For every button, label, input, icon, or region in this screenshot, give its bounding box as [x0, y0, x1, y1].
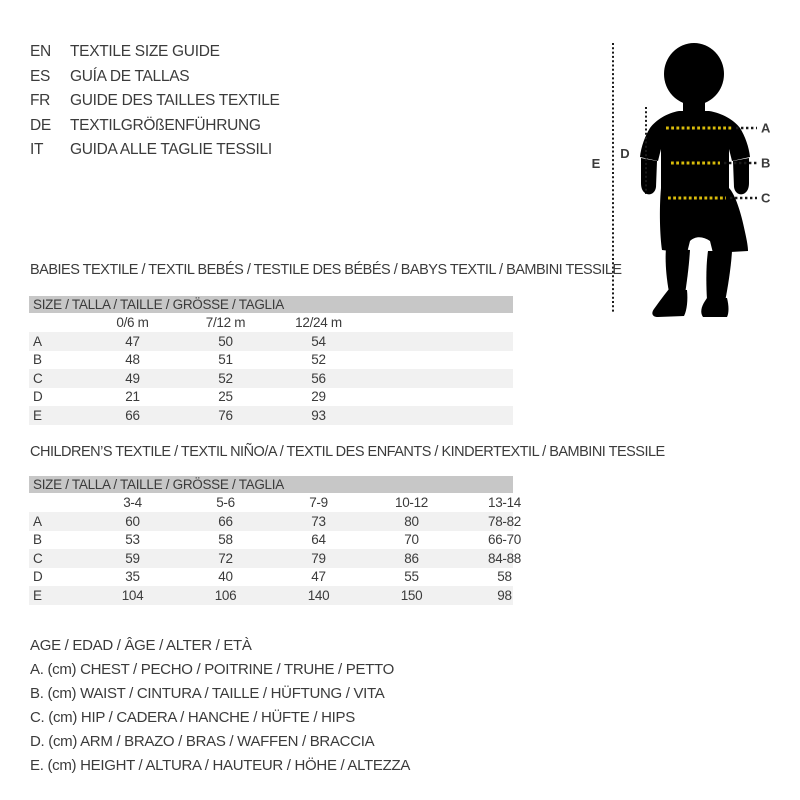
child-silhouette [640, 43, 750, 317]
table-row [29, 332, 513, 351]
lang-title: GUÍA DE TALLAS [70, 67, 190, 85]
lang-code: EN [30, 43, 51, 61]
lang-row-fr [30, 89, 280, 114]
table-cell: 52 [218, 370, 233, 386]
babies-column-headers [29, 313, 513, 332]
table-cell: 64 [311, 532, 326, 548]
table-cell: 47 [125, 333, 140, 349]
table-cell: 40 [218, 569, 233, 585]
table-cell: 51 [218, 352, 233, 368]
table-cell: 98 [497, 587, 512, 603]
babies-table-header: SIZE / TALLA / TAILLE / GRÖSSE / TAGLIA [29, 296, 513, 313]
table-cell: 29 [311, 389, 326, 405]
table-cell: 80 [404, 513, 419, 529]
table-cell: 21 [125, 389, 140, 405]
row-label: C [33, 550, 43, 566]
row-label: B [33, 532, 42, 548]
silhouette-left-leg [666, 248, 690, 294]
table-cell: 73 [311, 513, 326, 529]
table-cell: 76 [218, 407, 233, 423]
legend-item-waist: B. (cm) WAIST / CINTURA / TAILLE / HÜFTUNG / VITA [30, 684, 385, 702]
silhouette-shorts [660, 188, 748, 253]
children-column-headers [29, 493, 522, 512]
silhouette-left-arm [641, 158, 657, 194]
column-header: 13-14 [487, 495, 522, 510]
table-cell: 79 [311, 550, 326, 566]
table-row [29, 369, 513, 388]
children-table-header: SIZE / TALLA / TAILLE / GRÖSSE / TAGLIA [29, 476, 513, 493]
row-label: D [33, 389, 43, 405]
column-header: 5-6 [216, 495, 235, 510]
table-row [29, 568, 513, 587]
column-header: 10-12 [394, 495, 429, 510]
language-title-list [30, 40, 280, 163]
legend-item-hip: C. (cm) HIP / CADERA / HANCHE / HÜFTE / HIPS [30, 708, 355, 726]
babies-size-table [29, 296, 513, 425]
silhouette-right-shoe [701, 298, 728, 317]
table-cell: 140 [307, 587, 330, 603]
table-cell: 78-82 [487, 513, 522, 529]
table-row [29, 586, 513, 605]
table-cell: 58 [218, 532, 233, 548]
label-a: A [761, 120, 771, 136]
lang-title: GUIDA ALLE TAGLIE TESSILI [70, 141, 272, 159]
legend-item-chest: A. (cm) CHEST / PECHO / POITRINE / TRUHE / PETTO [30, 660, 394, 678]
table-cell: 60 [125, 513, 140, 529]
label-d: D [620, 146, 630, 161]
row-label: A [33, 333, 42, 349]
table-cell: 54 [311, 333, 326, 349]
lang-code: FR [30, 92, 51, 110]
table-cell: 52 [311, 352, 326, 368]
label-b: B [761, 155, 771, 171]
table-cell: 25 [218, 389, 233, 405]
table-cell: 70 [404, 532, 419, 548]
row-label: D [33, 569, 43, 585]
table-cell: 47 [311, 569, 326, 585]
lang-code: IT [30, 141, 44, 159]
row-label: E [33, 407, 42, 423]
table-row [29, 351, 513, 370]
row-label: E [33, 587, 42, 603]
table-cell: 86 [404, 550, 419, 566]
lang-title: TEXTILGRÖßENFÜHRUNG [70, 116, 261, 134]
babies-section-title: BABIES TEXTILE / TEXTIL BEBÉS / TESTILE DES BÉBÉS / BABYS TEXTIL / BAMBINI TESSILE [30, 262, 622, 278]
table-cell: 55 [404, 569, 419, 585]
column-header: 7/12 m [205, 315, 246, 330]
lang-title: GUIDE DES TAILLES TEXTILE [70, 92, 280, 110]
table-cell: 93 [311, 407, 326, 423]
table-cell: 35 [125, 569, 140, 585]
lang-code: DE [30, 116, 51, 134]
column-header: 0/6 m [116, 315, 149, 330]
lang-title: TEXTILE SIZE GUIDE [70, 43, 220, 61]
children-section-title: CHILDREN’S TEXTILE / TEXTIL NIÑO/A / TEXTIL DES ENFANTS / KINDERTEXTIL / BAMBINI TESSILE [30, 444, 665, 460]
table-cell: 53 [125, 532, 140, 548]
label-c: C [761, 190, 771, 206]
row-label: C [33, 370, 43, 386]
table-cell: 48 [125, 352, 140, 368]
children-size-table [29, 476, 522, 605]
lang-row-en [30, 40, 280, 65]
row-label: A [33, 513, 42, 529]
column-header: 7-9 [309, 495, 328, 510]
table-cell: 59 [125, 550, 140, 566]
table-row [29, 406, 513, 425]
legend-item-height: E. (cm) HEIGHT / ALTURA / HAUTEUR / HÖHE / ALTEZZA [30, 756, 411, 774]
silhouette-left-shoe [652, 289, 687, 317]
table-cell: 72 [218, 550, 233, 566]
table-row [29, 549, 522, 568]
table-cell: 49 [125, 370, 140, 386]
child-silhouette-figure [560, 0, 800, 330]
lang-row-es [30, 65, 280, 90]
table-cell: 50 [218, 333, 233, 349]
legend-item-arm: D. (cm) ARM / BRAZO / BRAS / WAFFEN / BRACCIA [30, 732, 375, 750]
label-e: E [591, 156, 601, 171]
lang-code: ES [30, 67, 51, 85]
table-cell: 106 [214, 587, 237, 603]
lang-row-it [30, 138, 280, 163]
column-header: 3-4 [123, 495, 142, 510]
table-cell: 84-88 [487, 550, 522, 566]
legend-age: AGE / EDAD / ÂGE / ALTER / ETÀ [30, 636, 252, 654]
table-cell: 104 [121, 587, 144, 603]
table-row [29, 388, 513, 407]
table-cell: 66 [218, 513, 233, 529]
table-cell: 58 [497, 569, 512, 585]
table-cell: 150 [400, 587, 423, 603]
silhouette-head [664, 43, 724, 105]
silhouette-right-leg [706, 251, 732, 302]
measurement-legend [30, 633, 410, 777]
column-header: 12/24 m [295, 315, 342, 330]
table-cell: 66 [125, 407, 140, 423]
table-row [29, 512, 522, 531]
lang-row-de [30, 114, 280, 139]
row-label: B [33, 352, 42, 368]
table-row [29, 531, 522, 550]
table-cell: 56 [311, 370, 326, 386]
table-cell: 66-70 [487, 532, 522, 548]
